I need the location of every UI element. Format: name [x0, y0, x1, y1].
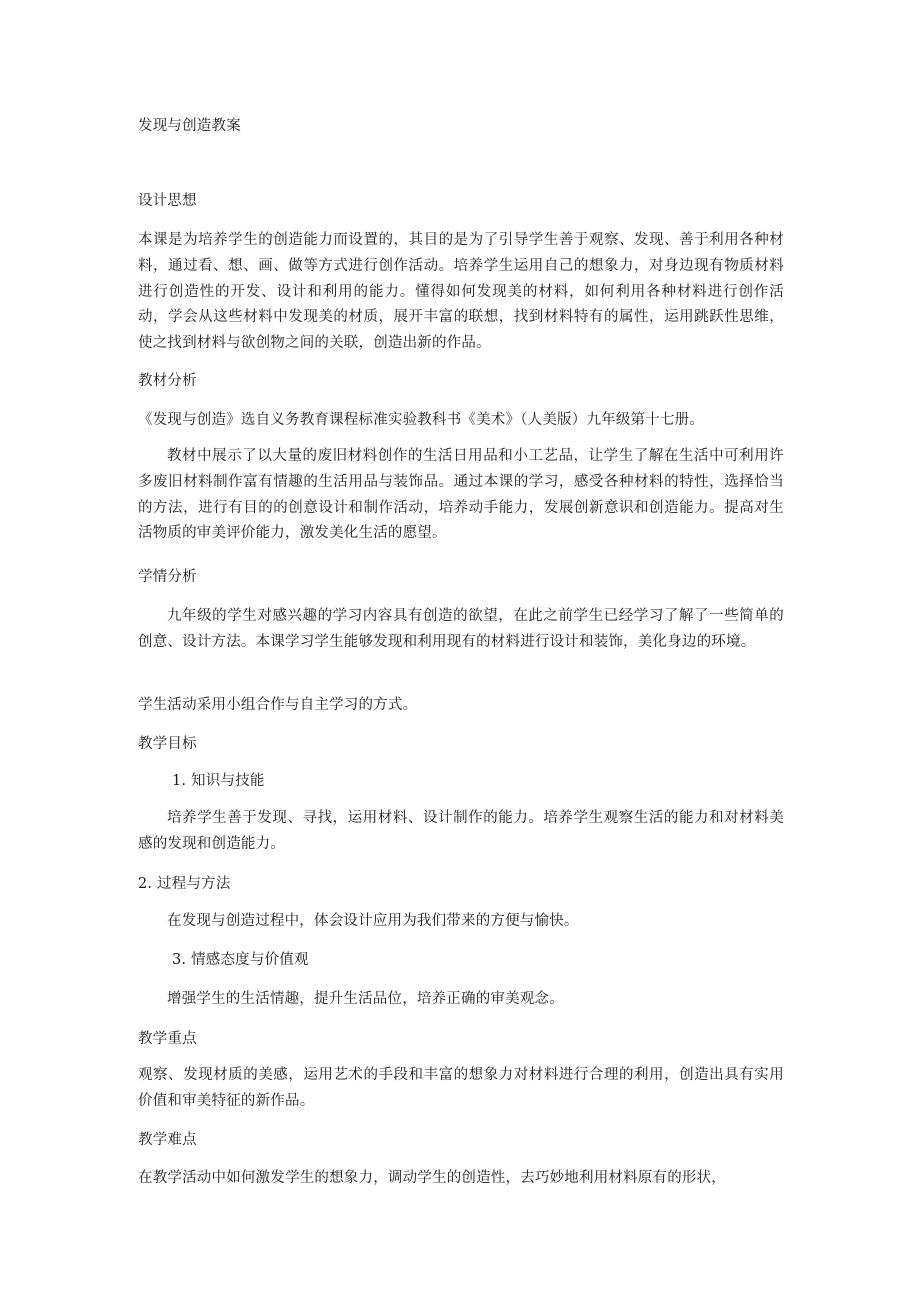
document-title: 发现与创造教案 [138, 118, 241, 134]
goal3-body: 增强学生的生活情趣，提升生活品位，培养正确的审美观念。 [167, 991, 564, 1007]
textbook-heading: 教材分析 [138, 373, 197, 389]
difficult-heading: 教学难点 [138, 1132, 197, 1148]
goal2-label: 2. 过程与方法 [138, 876, 231, 892]
difficult-body: 在教学活动中如何激发学生的想象力，调动学生的创造性，去巧妙地利用材料原有的形状， [138, 1170, 726, 1186]
goals-heading: 教学目标 [138, 736, 197, 752]
goal2-body: 在发现与创造过程中，体会设计应用为我们带来的方便与愉快。 [167, 913, 579, 929]
student-heading: 学情分析 [138, 569, 197, 585]
design-body: 本课是为培养学生的创造能力而设置的，其目的是为了引导学生善于观察、发现、善于利用各种材料，通过看、想、画、做等方式进行创作活动。培养学生运用自己的想象力，对身边现有物质材料进行创造性的开发、设计和利用的能力。懂得如何发现美的材料，如何利用各种材料进行创作活动，学会从这些材料中发现美的材质，展开丰富的联想，找到材料特有的属性，运用跳跃性思维，使之找到材料与欲创物之间的关联，创造出新的作品。 [138, 232, 784, 352]
key-body: 观察、发现材质的美感，运用艺术的手段和丰富的想象力对材料进行合理的利用，创造出具有实用价值和审美特征的新作品。 [138, 1067, 784, 1109]
goal1-label: 1. 知识与技能 [172, 773, 265, 789]
key-heading: 教学重点 [138, 1031, 197, 1047]
textbook-source: 《发现与创造》选自义务教育课程标准实验教科书《美术》（人美版）九年级第十七册。 [138, 412, 705, 428]
student-activity: 学生活动采用小组合作与自主学习的方式。 [138, 697, 418, 713]
goal3-label: 3. 情感态度与价值观 [172, 952, 309, 968]
goal1-body: 培养学生善于发现、寻找，运用材料、设计制作的能力。培养学生观察生活的能力和对材料美感的发现和创造能力。 [138, 810, 784, 852]
student-body: 九年级的学生对感兴趣的学习内容具有创造的欲望，在此之前学生已经学习了解了一些简单的创意、设计方法。本课学习学生能够发现和利用现有的材料进行设计和装饰，美化身边的环境。 [138, 608, 784, 650]
design-heading: 设计思想 [138, 193, 197, 209]
textbook-body: 教材中展示了以大量的废旧材料创作的生活日用品和小工艺品，让学生了解在生活中可利用许多废旧材料制作富有情趣的生活用品与装饰品。通过本课的学习，感受各种材料的特性，选择恰当的方法，进行有目的的创意设计和制作活动，培养动手能力，发展创新意识和创造能力。提高对生活物质的审美评价能力，激发美化生活的愿望。 [138, 448, 784, 542]
